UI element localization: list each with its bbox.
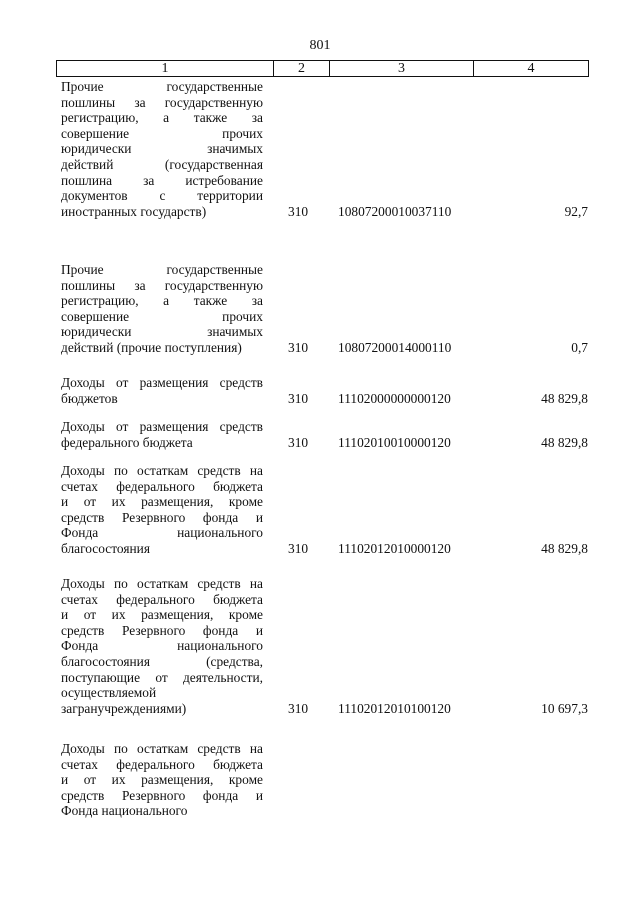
description-line: пошлина за истребование xyxy=(61,172,263,188)
row-chapter-code: 310 xyxy=(288,700,309,716)
description-line: счетах федерального бюджета xyxy=(61,591,263,607)
row-amount: 10 697,3 xyxy=(541,700,588,716)
description-line: средств Резервного фонда и xyxy=(61,509,263,525)
description-line: действий (прочие поступления) xyxy=(61,339,242,355)
row-classification-code: 11102012010000120 xyxy=(338,541,451,556)
row-amount: 0,7 xyxy=(571,340,588,355)
description-line: регистрацию, а также за xyxy=(61,293,263,309)
table-header xyxy=(56,60,589,77)
header-col-4: 4 xyxy=(474,61,589,77)
row-description xyxy=(61,262,263,356)
description-line: пошлины за государственную xyxy=(61,94,263,110)
row-amount: 48 829,8 xyxy=(541,541,588,556)
description-line: Фонда национального xyxy=(61,525,263,541)
description-line: Фонда национального xyxy=(61,638,263,654)
row-chapter-code: 310 xyxy=(288,434,309,450)
description-line: Прочие государственные xyxy=(61,262,263,277)
description-line: пошлины за государственную xyxy=(61,277,263,293)
description-line: федерального бюджета xyxy=(61,434,193,450)
description-line: загранучреждениями) xyxy=(61,700,187,716)
description-line: документов с территории xyxy=(61,188,263,204)
description-line: и от их размещения, кроме xyxy=(61,494,263,510)
description-line: Фонда национального xyxy=(61,803,188,819)
row-description xyxy=(61,419,263,450)
description-line: и от их размещения, кроме xyxy=(61,607,263,623)
description-line: Прочие государственные xyxy=(61,79,263,94)
row-chapter-code: 310 xyxy=(288,340,309,355)
description-line: Доходы от размещения средств xyxy=(61,419,263,434)
row-description xyxy=(61,741,263,819)
description-line: совершение прочих xyxy=(61,308,263,324)
description-line: Доходы от размещения средств xyxy=(61,375,263,390)
row-chapter-code: 310 xyxy=(288,203,309,219)
row-classification-code: 10807200014000110 xyxy=(338,340,452,355)
description-line: средств Резервного фонда и xyxy=(61,787,263,803)
row-amount: 48 829,8 xyxy=(541,390,588,406)
description-line: совершение прочих xyxy=(61,125,263,141)
page-number: 801 xyxy=(309,38,331,53)
description-line: поступающие от деятельности, xyxy=(61,669,263,685)
row-description xyxy=(61,79,263,219)
description-line: Доходы по остаткам средств на xyxy=(61,463,263,478)
description-line: счетах федерального бюджета xyxy=(61,478,263,494)
description-line: юридически значимых xyxy=(61,141,263,157)
description-line: благосостояния xyxy=(61,540,150,556)
header-col-3: 3 xyxy=(330,61,474,77)
description-line: средств Резервного фонда и xyxy=(61,622,263,638)
row-classification-code: 11102000000000120 xyxy=(338,390,451,406)
row-amount: 92,7 xyxy=(564,203,588,219)
description-line: регистрацию, а также за xyxy=(61,110,263,126)
row-classification-code: 11102012010100120 xyxy=(338,700,451,716)
description-line: Доходы по остаткам средств на xyxy=(61,741,263,756)
description-line: и от их размещения, кроме xyxy=(61,772,263,788)
description-line: юридически значимых xyxy=(61,324,263,340)
description-line: бюджетов xyxy=(61,390,118,406)
description-line: осуществляемой xyxy=(61,685,157,701)
row-classification-code: 11102010010000120 xyxy=(338,434,451,450)
description-line: Доходы по остаткам средств на xyxy=(61,576,263,591)
description-line: счетах федерального бюджета xyxy=(61,756,263,772)
description-line: благосостояния (средства, xyxy=(61,653,263,669)
row-description xyxy=(61,463,263,557)
description-line: иностранных государств) xyxy=(61,203,207,219)
header-col-2: 2 xyxy=(274,61,330,77)
row-chapter-code: 310 xyxy=(288,541,309,556)
description-line: действий (государственная xyxy=(61,156,263,172)
row-classification-code: 10807200010037110 xyxy=(338,203,452,219)
row-description xyxy=(61,375,263,406)
row-description xyxy=(61,576,263,716)
header-col-1: 1 xyxy=(57,61,274,77)
row-chapter-code: 310 xyxy=(288,390,309,406)
row-amount: 48 829,8 xyxy=(541,434,588,450)
